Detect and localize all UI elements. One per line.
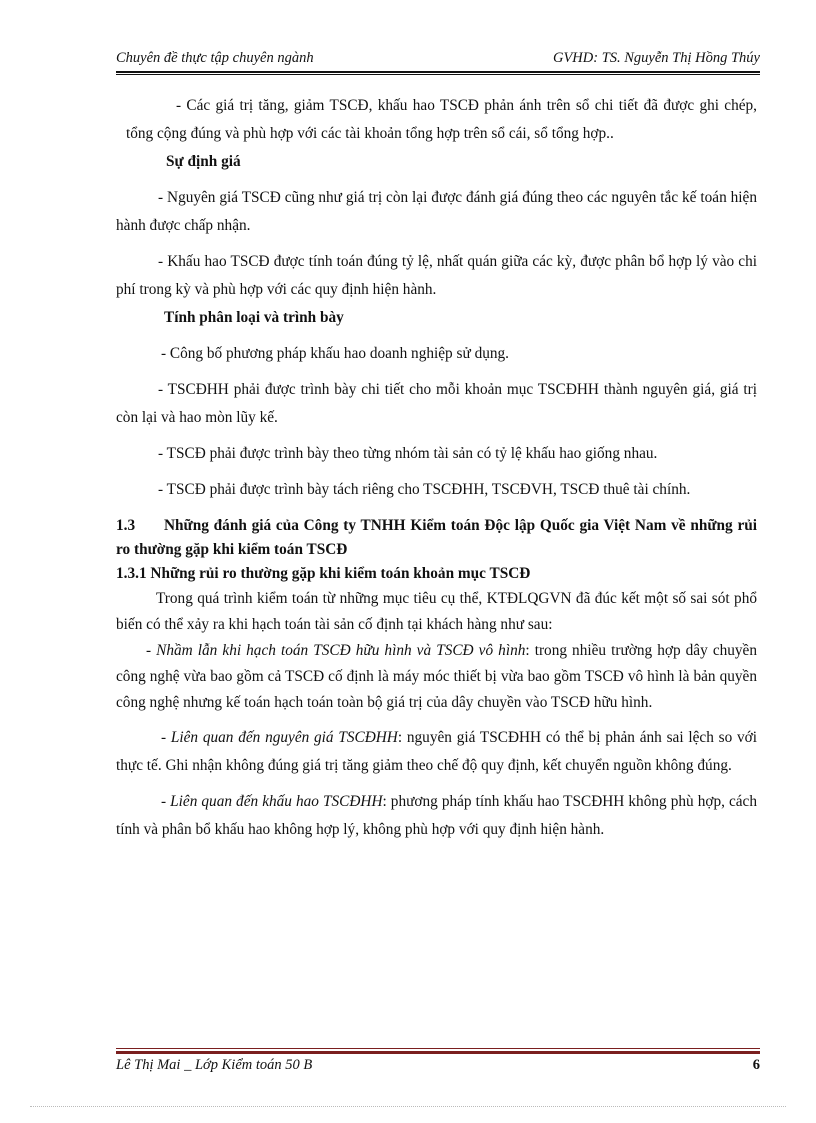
paragraph-2: - Nguyên giá TSCĐ cũng như giá trị còn lại được đánh giá đúng theo các nguyên tắc kế toán hiện hành được chấp nhận. <box>116 189 757 234</box>
paragraph-4: - Công bố phương pháp khấu hao doanh nghiệp sử dụng. <box>161 345 509 362</box>
header-rule <box>116 71 760 73</box>
paragraph-1: - Các giá trị tăng, giảm TSCĐ, khấu hao TSCĐ phản ánh trên sổ chi tiết đã được ghi chép, tổng cộng đúng và phù hợp với các tài khoản tổng hợp trên sổ cái, sổ tổng hợp.. <box>126 97 757 142</box>
header-right: GVHD: TS. Nguyễn Thị Hồng Thúy <box>552 50 760 66</box>
paragraph-11-lead: - Liên quan đến khấu hao TSCĐHH <box>161 793 383 810</box>
page-number: 6 <box>752 1057 760 1073</box>
section-heading-1-3 <box>116 514 757 562</box>
paragraph-10-lead: - Liên quan đến nguyên giá TSCĐHH <box>161 729 398 746</box>
page-bottom-dotted-line <box>30 1106 786 1107</box>
paragraph-6: - TSCĐ phải được trình bày theo từng nhóm tài sản có tỷ lệ khấu hao giống nhau. <box>158 445 658 462</box>
page-footer <box>116 1057 760 1074</box>
paragraph-9 <box>116 638 757 716</box>
paragraph-9-lead: - Nhầm lẫn khi hạch toán TSCĐ hữu hình và TSCĐ vô hình <box>146 642 526 659</box>
paragraph-3: - Khấu hao TSCĐ được tính toán đúng tỷ lệ, nhất quán giữa các kỳ, được phân bổ hợp lý vào chi phí trong kỳ và phù hợp với các quy định hiện hành. <box>116 253 757 298</box>
paragraph-11 <box>116 788 757 844</box>
paragraph-5: - TSCĐHH phải được trình bày chi tiết cho mỗi khoản mục TSCĐHH thành nguyên giá, giá trị còn lại và hao mòn lũy kế. <box>116 381 757 426</box>
paragraph-10 <box>116 724 757 780</box>
page-body <box>116 92 757 844</box>
section-number: 1.3 <box>116 517 136 534</box>
subsection-heading-1-3-1: 1.3.1 Những rủi ro thường gặp khi kiểm toán khoản mục TSCĐ <box>116 565 531 582</box>
page-header <box>116 50 760 67</box>
paragraph-8: Trong quá trình kiểm toán từ những mục tiêu cụ thể, KTĐLQGVN đã đúc kết một số sai sót phổ biến có thể xảy ra khi hạch toán tài sản cố định tại khách hàng như sau: <box>116 590 757 633</box>
header-left: Chuyên đề thực tập chuyên ngành <box>116 50 314 66</box>
footer-rule-thin <box>116 1048 760 1049</box>
heading-dinh-gia: Sự định giá <box>166 153 241 170</box>
paragraph-9-rest: : trong nhiều trường hợp dây chuyền công nghệ vừa bao gồm cả TSCĐ cố định là máy móc thiết bị vừa bao gồm TSCĐ vô hình là bản quyền công nghệ nhưng kế toán hạch toán toàn bộ giá trị của dây chuyền vào TSCĐ hữu hình. <box>116 642 757 711</box>
footer-rule <box>116 1051 760 1054</box>
section-title: Những đánh giá của Công ty TNHH Kiểm toán Độc lập Quốc gia Việt Nam về những rủi ro thường gặp khi kiểm toán TSCĐ <box>116 517 757 558</box>
footer-author: Lê Thị Mai _ Lớp Kiểm toán 50 B <box>116 1057 313 1073</box>
heading-phan-loai: Tính phân loại và trình bày <box>164 309 344 326</box>
paragraph-11-rest: : phương pháp tính khấu hao TSCĐHH không phù hợp, cách tính và phân bổ khấu hao không hợp lý, không phù hợp với quy định hiện hành. <box>116 793 757 838</box>
paragraph-10-rest: : nguyên giá TSCĐHH có thể bị phản ánh sai lệch so với thực tế. Ghi nhận không đúng giá trị tăng giảm theo chế độ quy định, kết chuyển nguồn không đúng. <box>116 729 757 774</box>
paragraph-7: - TSCĐ phải được trình bày tách riêng cho TSCĐHH, TSCĐVH, TSCĐ thuê tài chính. <box>158 481 691 498</box>
header-rule-thin <box>116 74 760 75</box>
